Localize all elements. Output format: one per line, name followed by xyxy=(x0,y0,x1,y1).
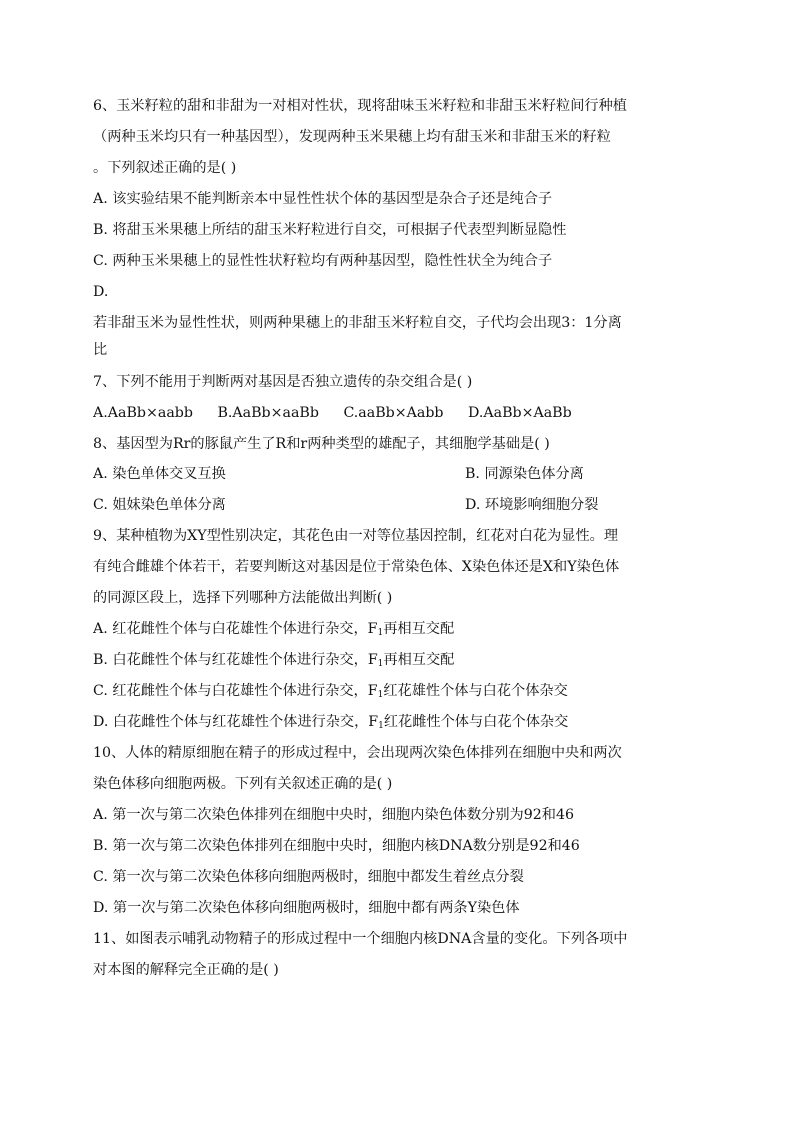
q10-option-b: B. 第一次与第二次染色体排列在细胞中央时，细胞内核DNA数分别是92和46 xyxy=(93,838,580,854)
q9-option-c: C. 红花雌性个体与白花雄性个体进行杂交，$F_1$红花雄性个体与白花个体杂交 xyxy=(93,683,568,700)
q7-options xyxy=(93,403,708,423)
q6-option-a: A. 该实验结果不能判断亲本中显性性状个体的基因型是杂合子还是纯合子 xyxy=(93,191,553,207)
q10-option-d: D. 第一次与第二次染色体移向细胞两极时，细胞中都有两条Y染色体 xyxy=(93,900,520,916)
q10-stem-line-1: 10、人体的精原细胞在精子的形成过程中，会出现两次染色体排列在细胞中央和两次 xyxy=(93,745,622,761)
q6-stem-line-1: 6、玉米籽粒的甜和非甜为一对相对性状，现将甜味玉米籽粒和非甜玉米籽粒间行种植 xyxy=(93,98,627,114)
q6-option-d-line-1: 若非甜玉米为显性性状，则两种果穗上的非甜玉米籽粒自交，子代均会出现3：1分离 xyxy=(93,315,622,331)
q9-option-a: A. 红花雌性个体与白花雄性个体进行杂交，$F_1$再相互交配 xyxy=(93,621,455,638)
q7-option-b: B.AaBb×aaBb xyxy=(217,405,319,421)
q8-options-row-2 xyxy=(93,495,708,515)
q10-stem-line-2: 染色体移向细胞两极。下列有关叙述正确的是( ) xyxy=(93,776,393,792)
q10-option-a: A. 第一次与第二次染色体排列在细胞中央时，细胞内染色体数分别为92和46 xyxy=(93,807,574,823)
q8-option-d: D. 环境影响细胞分裂 xyxy=(465,497,599,513)
q8-option-c: C. 姐妹染色单体分离 xyxy=(93,497,226,513)
q11-stem-line-1: 11、如图表示哺乳动物精子的形成过程中一个细胞内核DNA含量的变化。下列各项中 xyxy=(93,931,628,947)
q8-option-a: A. 染色单体交叉互换 xyxy=(93,466,226,482)
q6-option-c: C. 两种玉米果穗上的显性性状籽粒均有两种基因型，隐性性状全为纯合子 xyxy=(93,253,553,269)
q10-option-c: C. 第一次与第二次染色体移向细胞两极时，细胞中都发生着丝点分裂 xyxy=(93,869,524,885)
q6-option-b: B. 将甜玉米果穗上所结的甜玉米籽粒进行自交，可根据子代表型判断显隐性 xyxy=(93,222,567,238)
q8-options-row-1 xyxy=(93,464,708,484)
q8-option-b: B. 同源染色体分离 xyxy=(465,466,584,482)
q9-stem-line-2: 有纯合雌雄个体若干，若要判断这对基因是位于常染色体、X染色体还是X和Y染色体 xyxy=(93,559,620,575)
q9-option-d: D. 白花雌性个体与红花雄性个体进行杂交，$F_1$红花雌性个体与白花个体杂交 xyxy=(93,714,569,731)
q11-stem-line-2: 对本图的解释完全正确的是( ) xyxy=(93,962,279,978)
q9-stem-line-1: 9、某种植物为XY型性别决定，其花色由一对等位基因控制，红花对白花为显性。理 xyxy=(93,528,619,544)
q9-option-b: B. 白花雌性个体与红花雄性个体进行杂交，$F_1$再相互交配 xyxy=(93,652,455,669)
q6-stem-line-3: 。下列叙述正确的是( ) xyxy=(93,160,237,176)
q7-option-c: C.aaBb×Aabb xyxy=(343,405,444,421)
q7-option-a: A.AaBb×aabb xyxy=(93,405,193,421)
q6-option-d-line-2: 比 xyxy=(93,342,108,358)
q6-stem-line-2: （两种玉米均只有一种基因型），发现两种玉米果穗上均有甜玉米和非甜玉米的籽粒 xyxy=(93,129,611,145)
q9-stem-line-3: 的同源区段上，选择下列哪种方法能做出判断( ) xyxy=(93,590,393,606)
q8-stem: 8、基因型为Rr的豚鼠产生了R和r两种类型的雄配子，其细胞学基础是( ) xyxy=(93,436,550,452)
q7-option-d: D.AaBb×AaBb xyxy=(468,405,572,421)
q7-stem: 7、下列不能用于判断两对基因是否独立遗传的杂交组合是( ) xyxy=(93,374,473,390)
q6-option-d-label: D. xyxy=(93,284,109,300)
